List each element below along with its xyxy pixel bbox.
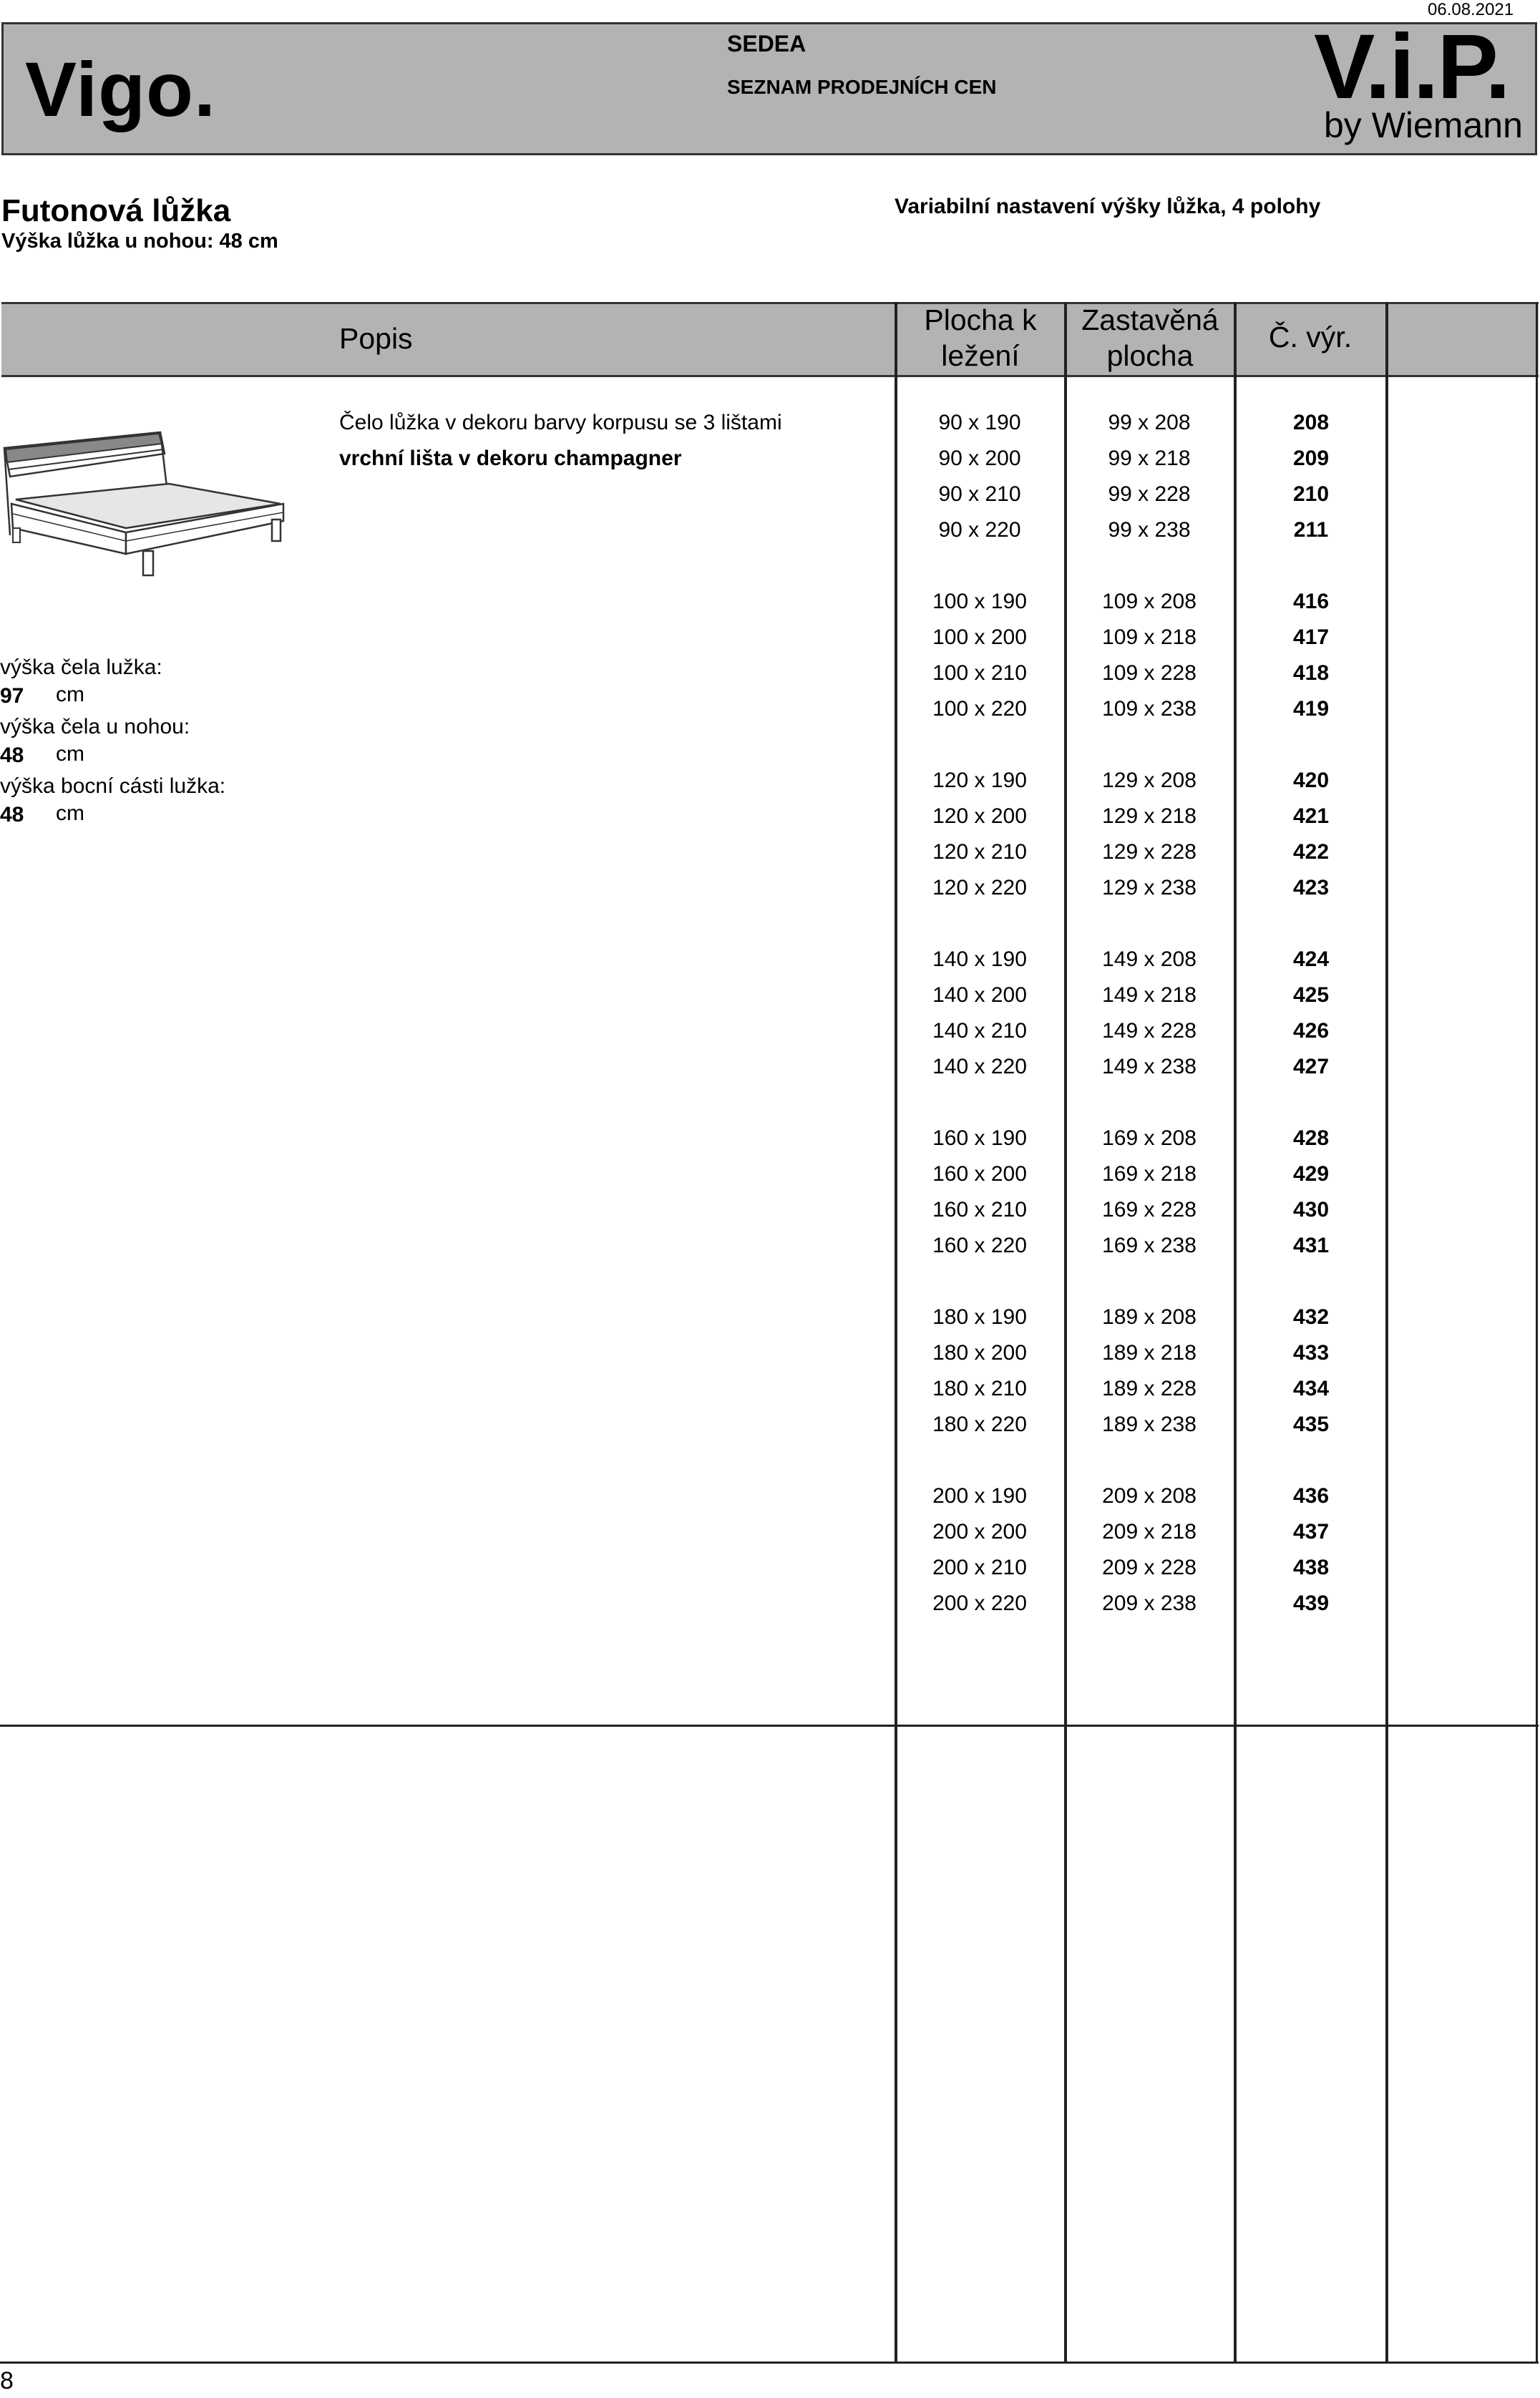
cell-built-area: 149 x 228 [1102,1019,1197,1043]
cell-built-area: 209 x 208 [1102,1484,1197,1508]
spec-headboard-value: 97 [0,684,24,708]
table-section-divider [0,1725,1539,1727]
cell-item-number: 210 [1292,482,1330,506]
cell-item-number: 211 [1293,518,1329,542]
cell-sleeping-area: 180 x 220 [932,1413,1027,1436]
vip-logo: V.i.P. [1314,16,1509,118]
cell-built-area: 129 x 208 [1102,769,1197,792]
cell-sleeping-area: 90 x 220 [938,518,1021,542]
cell-item-number: 421 [1292,804,1330,828]
cell-built-area: 99 x 238 [1108,518,1191,542]
cell-sleeping-area: 90 x 200 [938,447,1021,470]
cell-item-number: 420 [1292,769,1330,792]
cell-built-area: 189 x 208 [1102,1305,1197,1329]
cell-built-area: 129 x 228 [1102,840,1197,864]
cell-built-area: 99 x 208 [1108,411,1191,434]
cell-sleeping-area: 140 x 220 [932,1055,1027,1078]
cell-sleeping-area: 120 x 220 [932,876,1027,900]
page-number: 8 [0,2367,14,2394]
cell-item-number: 208 [1292,411,1330,434]
column-header-built-area: Zastavěná plocha [1081,303,1219,372]
cell-built-area: 109 x 228 [1102,661,1197,685]
cell-sleeping-area: 200 x 200 [932,1520,1027,1544]
column-divider [1234,302,1237,2363]
cell-sleeping-area: 140 x 190 [932,947,1027,971]
cell-item-number: 419 [1292,697,1330,721]
cell-sleeping-area: 160 x 190 [932,1126,1027,1150]
cell-sleeping-area: 140 x 210 [932,1019,1027,1043]
spec-footboard-label: výška čela u nohou: [0,715,190,739]
cell-built-area: 169 x 208 [1102,1126,1197,1150]
cell-item-number: 426 [1292,1019,1330,1043]
cell-built-area: 129 x 218 [1102,804,1197,828]
column-divider [1385,302,1388,2363]
cell-item-number: 424 [1292,947,1330,971]
cell-item-number: 432 [1292,1305,1330,1329]
cell-sleeping-area: 120 x 210 [932,840,1027,864]
cell-item-number: 417 [1292,625,1330,649]
cell-sleeping-area: 100 x 190 [932,590,1027,613]
cell-item-number: 416 [1292,590,1330,613]
column-header-description: Popis [339,322,413,355]
cell-item-number: 439 [1292,1592,1330,1615]
cell-item-number: 430 [1292,1198,1330,1222]
cell-item-number: 436 [1292,1484,1330,1508]
cell-item-number: 438 [1292,1556,1330,1579]
cell-item-number: 423 [1292,876,1330,900]
cell-item-number: 431 [1292,1234,1330,1257]
cell-built-area: 109 x 218 [1102,625,1197,649]
cell-built-area: 209 x 238 [1102,1592,1197,1615]
spec-footboard-unit: cm [56,742,84,766]
cell-built-area: 149 x 208 [1102,947,1197,971]
description-line-2: vrchní lišta v dekoru champagner [339,447,682,470]
cell-built-area: 109 x 238 [1102,697,1197,721]
cell-built-area: 149 x 218 [1102,983,1197,1007]
cell-item-number: 435 [1292,1413,1330,1436]
cell-sleeping-area: 180 x 190 [932,1305,1027,1329]
cell-built-area: 99 x 228 [1108,482,1191,506]
cell-sleeping-area: 100 x 210 [932,661,1027,685]
column-divider [1536,302,1538,2363]
cell-sleeping-area: 120 x 190 [932,769,1027,792]
cell-built-area: 189 x 238 [1102,1413,1197,1436]
cell-item-number: 422 [1292,840,1330,864]
cell-item-number: 429 [1292,1162,1330,1186]
document-title: SEZNAM PRODEJNÍCH CEN [727,76,997,98]
cell-sleeping-area: 100 x 200 [932,625,1027,649]
cell-sleeping-area: 180 x 200 [932,1341,1027,1365]
section-note: Variabilní nastavení výšky lůžka, 4 polohy [895,195,1321,218]
column-header-sleeping-area: Plocha k ležení [924,303,1037,372]
section-subtitle: Výška lůžka u nohou: 48 cm [1,230,278,253]
cell-sleeping-area: 180 x 210 [932,1377,1027,1400]
cell-sleeping-area: 160 x 220 [932,1234,1027,1257]
column-header-item-number: Č. výr. [1268,321,1353,354]
cell-built-area: 209 x 228 [1102,1556,1197,1579]
spec-side-unit: cm [56,801,84,825]
cell-built-area: 189 x 218 [1102,1341,1197,1365]
cell-sleeping-area: 100 x 220 [932,697,1027,721]
cell-sleeping-area: 140 x 200 [932,983,1027,1007]
section-title: Futonová lůžka [1,193,231,228]
cell-sleeping-area: 160 x 210 [932,1198,1027,1222]
cell-sleeping-area: 90 x 190 [938,411,1021,434]
cell-item-number: 428 [1292,1126,1330,1150]
spec-headboard-unit: cm [56,683,84,706]
print-date: 06.08.2021 [1428,0,1514,19]
cell-item-number: 434 [1292,1377,1330,1400]
cell-built-area: 109 x 208 [1102,590,1197,613]
cell-sleeping-area: 200 x 210 [932,1556,1027,1579]
cell-item-number: 425 [1292,983,1330,1007]
cell-sleeping-area: 120 x 200 [932,804,1027,828]
futon-bed-illustration [0,428,293,585]
cell-built-area: 189 x 228 [1102,1377,1197,1400]
cell-item-number: 418 [1292,661,1330,685]
cell-built-area: 209 x 218 [1102,1520,1197,1544]
cell-item-number: 209 [1292,447,1330,470]
cell-item-number: 427 [1292,1055,1330,1078]
collection-name: SEDEA [727,31,806,57]
brand-vigo: Vigo. [25,46,217,132]
cell-item-number: 433 [1292,1341,1330,1365]
cell-sleeping-area: 200 x 220 [932,1592,1027,1615]
cell-built-area: 169 x 218 [1102,1162,1197,1186]
spec-side-label: výška bocní cásti lužka: [0,774,226,798]
cell-sleeping-area: 90 x 210 [938,482,1021,506]
cell-built-area: 169 x 238 [1102,1234,1197,1257]
table-bottom-border [0,2362,1539,2364]
cell-built-area: 99 x 218 [1108,447,1191,470]
cell-built-area: 149 x 238 [1102,1055,1197,1078]
spec-side-value: 48 [0,803,24,827]
cell-sleeping-area: 160 x 200 [932,1162,1027,1186]
description-line-1: Čelo lůžka v dekoru barvy korpusu se 3 lištami [339,411,782,434]
vip-logo-subtitle: by Wiemann [1324,105,1523,145]
cell-built-area: 169 x 228 [1102,1198,1197,1222]
spec-footboard-value: 48 [0,744,24,767]
spec-headboard-label: výška čela lužka: [0,655,162,679]
cell-sleeping-area: 200 x 190 [932,1484,1027,1508]
cell-item-number: 437 [1292,1520,1330,1544]
cell-built-area: 129 x 238 [1102,876,1197,900]
